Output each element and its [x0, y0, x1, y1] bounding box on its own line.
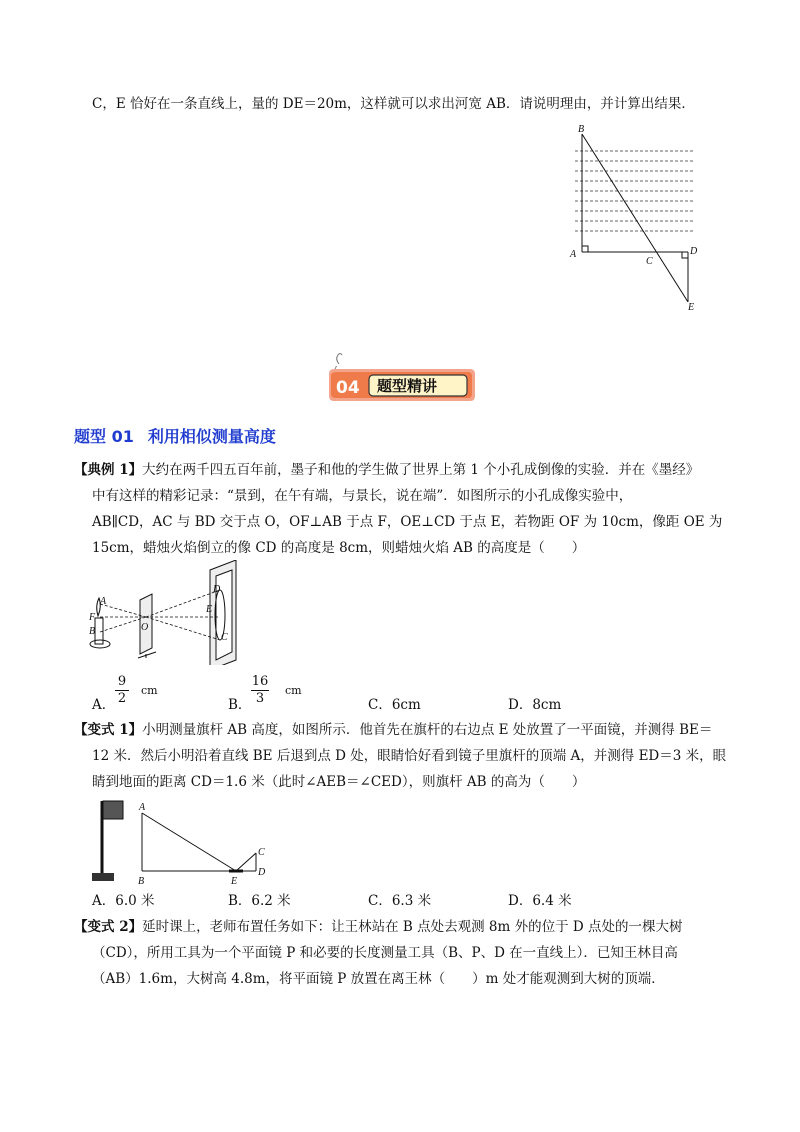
label-a: A	[100, 596, 107, 607]
right-angle-a	[582, 246, 588, 252]
river-lines	[575, 151, 695, 231]
badge-text: 题型精讲	[377, 377, 438, 395]
option-b-fraction: 16 3	[251, 674, 269, 706]
variant1-tag: 【变式 1】	[74, 722, 143, 738]
example1-line1: 【典例 1】大约在两千四五百年前，墨子和他的学生做了世界上第 1 个小孔成倒像的实验．并在《墨经》	[74, 462, 700, 478]
label-d: D	[258, 867, 266, 878]
option-b-unit: cm	[285, 684, 302, 697]
variant1-line2: 12 米．然后小明沿着直线 BE 后退到点 D 处，眼睛恰好看到镜子里旗杆的顶端 A，并测得 ED＝3 米，眼	[92, 748, 727, 764]
segment-be	[582, 134, 688, 302]
option-d: D．8cm	[508, 697, 562, 713]
river-figure	[560, 118, 710, 318]
label-c: C	[646, 256, 653, 267]
badge-number: 04	[336, 378, 360, 398]
variant2-line2: （CD），所用工具为一个平面镜 P 和必要的长度测量工具（B、P、D 在一直线上）．已知王林目高	[92, 945, 678, 961]
problem-continuation: C，E 恰好在一条直线上，量的 DE＝20m，这样就可以求出河宽 AB．请说明理由，并计算出结果．	[92, 96, 695, 112]
variant1-option-b: B．6.2 米	[228, 893, 291, 909]
pinhole-figure	[80, 560, 250, 665]
label-d: D	[213, 584, 221, 595]
label-e: E	[688, 302, 695, 313]
variant1-option-c: C．6.3 米	[368, 893, 432, 909]
segment-ec	[236, 853, 256, 871]
pole-base	[92, 873, 114, 881]
label-b: B	[138, 876, 145, 887]
label-a: A	[139, 802, 146, 813]
example1-tag: 【典例 1】	[74, 462, 143, 478]
option-a-fraction: 9 2	[115, 675, 129, 706]
example1-line3: AB∥CD，AC 与 BD 交于点 O，OF⊥AB 于点 F，OE⊥CD 于点 E，若物距 OF 为 10cm，像距 OE 为	[92, 514, 723, 530]
badge-clip-icon	[334, 350, 344, 364]
label-f: F	[89, 612, 96, 623]
label-e: E	[231, 876, 238, 887]
label-o: O	[141, 622, 149, 633]
label-b: B	[89, 626, 96, 637]
variant1-option-a: A．6.0 米	[92, 893, 155, 909]
flagpole-figure	[88, 795, 278, 890]
label-c: C	[221, 632, 228, 643]
right-angle-d	[682, 252, 688, 258]
section-name: 利用相似测量高度	[147, 427, 276, 446]
flag	[103, 801, 123, 819]
label-a: A	[570, 249, 577, 260]
label-b: B	[578, 124, 585, 135]
section-code: 题型 01	[74, 427, 134, 446]
label-c: C	[258, 847, 265, 858]
section-badge	[327, 366, 477, 404]
option-a-letter: A．	[92, 697, 116, 713]
segment-ae	[142, 813, 236, 871]
variant2-tag: 【变式 2】	[74, 919, 143, 935]
option-b-letter: B．	[228, 697, 252, 713]
section-title	[74, 424, 276, 447]
variant1-option-d: D．6.4 米	[508, 893, 572, 909]
variant1-line3: 睛到地面的距离 CD＝1.6 米（此时∠AEB＝∠CED），则旗杆 AB 的高为（ ）	[92, 774, 586, 790]
example1-line2: 中有这样的精彩记录：“景到，在午有端，与景长，说在端”．如图所示的小孔成像实验中，	[92, 488, 633, 504]
label-d: D	[690, 246, 698, 257]
variant2-line3: （AB）1.6m，大树高 4.8m，将平面镜 P 放置在离王林（ ）m 处才能观测到大树的顶端．	[92, 971, 665, 987]
example1-line4: 15cm，蜡烛火焰倒立的像 CD 的高度是 8cm，则蜡烛火焰 AB 的高度是（ ）	[92, 540, 586, 556]
option-a-unit: cm	[141, 684, 158, 697]
variant1-line1: 【变式 1】小明测量旗杆 AB 高度，如图所示．他首先在旗杆的右边点 E 处放置了一平面镜，并测得 BE＝	[74, 722, 713, 738]
label-e: E	[206, 604, 213, 615]
variant2-line1: 【变式 2】延时课上，老师布置任务如下：让王林站在 B 点处去观测 8m 外的位于 D 点处的一棵大树	[74, 919, 683, 935]
option-c: C．6cm	[368, 697, 421, 713]
